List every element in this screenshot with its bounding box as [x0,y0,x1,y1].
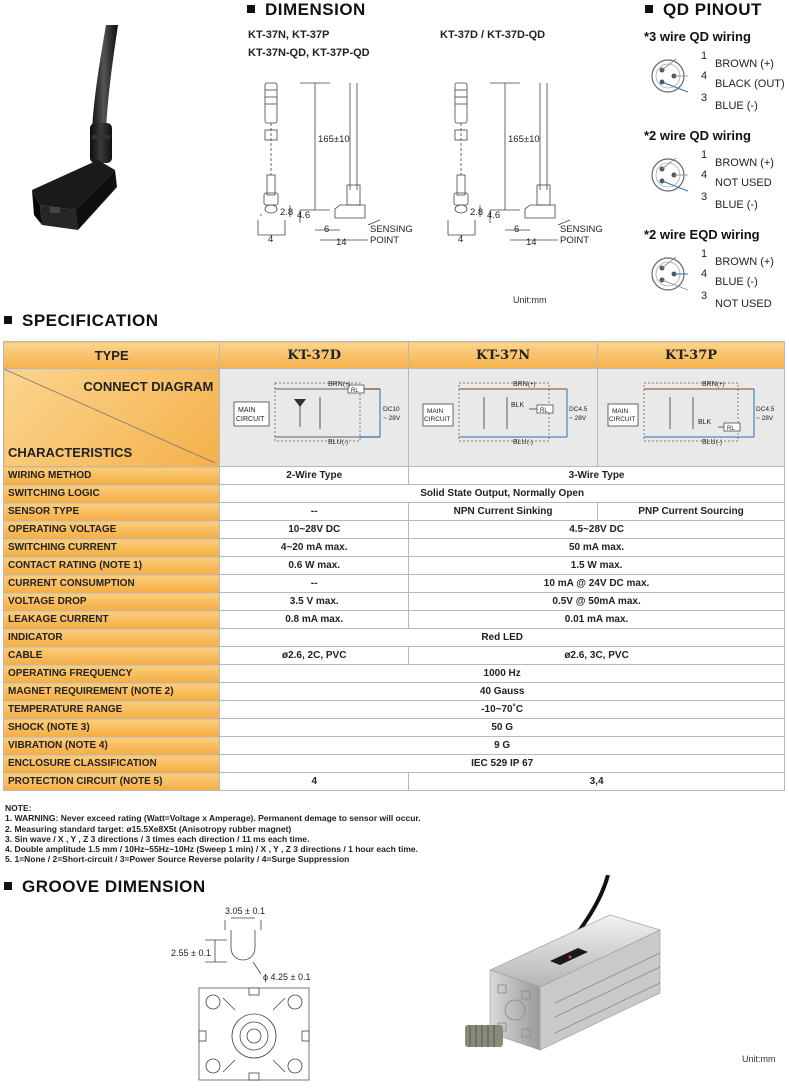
row-vibration [4,737,785,755]
val-switching-logic: Solid State Output, Normally Open [220,485,785,503]
qd-2-pin-2-num: 4 [701,169,708,181]
qd-connector-3 [648,254,688,294]
qd-3-pin-2-label: BLUE (-) [715,276,758,288]
label-shock: SHOCK (NOTE 3) [4,719,220,737]
n-plus: (+) [528,382,536,388]
d-rl: RL [351,388,359,394]
sensing-label-right-1: SENSING [560,224,603,235]
val-sensor-type-p: PNP Current Sourcing [598,503,785,521]
d-minus: (-) [342,440,349,446]
row-cable [4,647,785,665]
sensing-label-left-1: SENSING [370,224,413,235]
row-voltage-drop [4,593,785,611]
sensing-label-left-2: POINT [370,235,400,246]
n-brn: BRN [513,381,528,388]
qd-3-pin-1-num: 1 [701,248,708,260]
dimension-models-left-2: KT-37N-QD, KT-37P-QD [248,47,370,59]
model-header-p: KT-37P [598,342,785,369]
qd-group-1-heading: *3 wire QD wiring [644,29,751,44]
qd-1-pin-3-num: 3 [701,92,708,104]
dim-2-8-right: 2.8 [470,207,484,218]
n-blu: BLU [513,439,527,446]
groove-title [4,877,206,897]
circuit-cell-n [409,369,598,467]
groove-drawing [165,900,345,1085]
dimension-title-text: DIMENSION [265,0,366,19]
dimension-drawing-left [240,75,430,250]
qd-2-pin-1-label: BROWN (+) [715,157,774,169]
connect-diagram-label-cell [4,369,220,467]
val-wiring-np: 3-Wire Type [409,467,785,485]
val-sw-current-d: 4~20 mA max. [220,539,409,557]
qd-2-pin-1-num: 1 [701,149,708,161]
note-5: 5. 1=None / 2=Short-circuit / 3=Power Source Reverse polarity / 4=Surge Suppression [5,854,350,865]
notes-block [5,803,421,865]
qd-group-2 [644,128,789,218]
dim-6-right: 6 [514,224,520,235]
row-frequency [4,665,785,683]
dim-6-left: 6 [324,224,330,235]
val-leakage-d: 0.8 mA max. [220,611,409,629]
model-header-n: KT-37N [409,342,598,369]
spec-header-row [4,342,785,369]
dimension-title [247,0,366,20]
p-main-2: CIRCUIT [609,416,636,423]
circuit-diagram-d [220,369,406,463]
val-consumption-np: 10 mA @ 24V DC max. [409,575,785,593]
spec-title [4,311,159,331]
val-cable-np: ø2.6, 3C, PVC [409,647,785,665]
connect-diagram-row [4,369,785,467]
qd-3-pin-1-label: BROWN (+) [715,256,774,268]
val-enclosure: IEC 529 IP 67 [220,755,785,773]
qd-connector-1 [648,56,688,96]
dim-14-left: 14 [336,237,347,248]
qd-title [645,0,762,20]
groove-photo [460,875,680,1085]
d-main-2: CIRCUIT [236,416,265,423]
val-op-voltage-d: 10~28V DC [220,521,409,539]
label-sw-current: SWITCHING CURRENT [4,539,220,557]
val-indicator: Red LED [220,629,785,647]
qd-1-pin-2-num: 4 [701,70,708,82]
note-2: 2. Measuring standard target: ø15.5Xe8X5t (Anisotropy rubber magnet) [5,823,292,834]
d-main-1: MAIN [238,407,256,414]
n-dc-1: DC4.5 [569,406,588,413]
qd-2-pin-2-label: NOT USED [715,177,772,189]
val-sensor-type-n: NPN Current Sinking [409,503,598,521]
label-consumption: CURRENT CONSUMPTION [4,575,220,593]
groove-unit: Unit:mm [742,1054,776,1064]
qd-2-pin-3-label: BLUE (-) [715,199,758,211]
length-label-left: 165±10 [318,134,350,145]
groove-title-text: GROOVE DIMENSION [22,877,206,896]
spec-title-text: SPECIFICATION [22,311,159,330]
val-cable-d: ø2.6, 2C, PVC [220,647,409,665]
groove-diameter-label: ϕ 4.25 ± 0.1 [263,972,311,982]
dim-4-6-right: 4.6 [487,210,501,221]
row-wiring [4,467,785,485]
label-contact: CONTACT RATING (NOTE 1) [4,557,220,575]
p-main-1: MAIN [612,408,629,415]
model-header-d: KT-37D [220,342,409,369]
qd-1-pin-2-label: BLACK (OUT) [715,78,785,90]
row-temperature [4,701,785,719]
val-frequency: 1000 Hz [220,665,785,683]
note-3: 3. Sin wave / X , Y , Z 3 directions / 3 times each direction / 11 ms each time. [5,833,310,844]
row-switching-logic [4,485,785,503]
qd-group-3-heading: *2 wire EQD wiring [644,227,760,242]
connect-diagram-label: CONNECT DIAGRAM [83,379,214,394]
qd-3-pin-3-num: 3 [701,290,708,302]
p-blu: BLU [702,439,716,446]
dim-4-6-left: 4.6 [297,210,311,221]
p-dc-1: DC4.5 [756,406,775,413]
label-leakage: LEAKAGE CURRENT [4,611,220,629]
circuit-diagram-p [598,369,784,463]
d-dc-2: ~ 28V [383,415,401,422]
spec-table [3,341,785,791]
val-consumption-d: -- [220,575,409,593]
qd-group-1 [644,29,789,119]
n-blk: BLK [511,402,525,409]
p-minus: (-) [716,440,722,446]
val-protection-np: 3,4 [409,773,785,791]
dim-4-left: 4 [268,234,274,245]
val-wiring-d: 2-Wire Type [220,467,409,485]
d-dc-1: DC10 [383,406,400,413]
val-temperature: -10~70˚C [220,701,785,719]
qd-group-2-heading: *2 wire QD wiring [644,128,751,143]
label-protection: PROTECTION CIRCUIT (NOTE 5) [4,773,220,791]
notes-title: NOTE: [5,803,32,813]
n-minus: (-) [527,440,534,446]
qd-2-pin-3-num: 3 [701,191,708,203]
dimension-models-left-1: KT-37N, KT-37P [248,29,330,41]
note-1: 1. WARNING: Never exceed rating (Watt=Voltage x Amperage). Permanent demage to sensor will occur. [5,813,421,824]
groove-width-label: 3.05 ± 0.1 [225,906,265,916]
sensing-label-right-2: POINT [560,235,590,246]
p-brn: BRN [702,381,717,388]
n-main-1: MAIN [427,408,444,415]
val-voltage-drop-d: 3.5 V max. [220,593,409,611]
d-plus: (+) [343,382,351,388]
n-dc-2: ~ 28V [569,415,587,422]
label-frequency: OPERATING FREQUENCY [4,665,220,683]
n-main-2: CIRCUIT [424,416,451,423]
dim-2-8-left: 2.8 [280,207,294,218]
qd-group-3 [644,227,789,317]
d-brn: BRN [328,381,344,388]
row-contact [4,557,785,575]
row-sensor-type [4,503,785,521]
val-magnet: 40 Gauss [220,683,785,701]
length-label-right: 165±10 [508,134,540,145]
label-sensor-type: SENSOR TYPE [4,503,220,521]
n-rl: RL [540,408,548,414]
row-indicator [4,629,785,647]
val-sensor-type-d: -- [220,503,409,521]
label-switching-logic: SWITCHING LOGIC [4,485,220,503]
d-blu: BLU [328,439,342,446]
row-protection [4,773,785,791]
label-enclosure: ENCLOSURE CLASSIFICATION [4,755,220,773]
dim-4-right: 4 [458,234,464,245]
groove-depth-label: 2.55 ± 0.1 [171,948,211,958]
dim-14-right: 14 [526,237,537,248]
row-sw-current [4,539,785,557]
dimension-models-right: KT-37D / KT-37D-QD [440,29,546,41]
label-vibration: VIBRATION (NOTE 4) [4,737,220,755]
p-plus: (+) [717,382,725,388]
label-cable: CABLE [4,647,220,665]
type-header: TYPE [4,342,220,369]
note-4: 4. Double amplitude 1.5 mm / 10Hz~55Hz~10Hz (Sweep 1 min) / X , Y , Z 3 directions / 1 hour each time. [5,844,419,855]
label-wiring: WIRING METHOD [4,467,220,485]
row-enclosure [4,755,785,773]
qd-title-text: QD PINOUT [663,0,762,19]
label-voltage-drop: VOLTAGE DROP [4,593,220,611]
row-leakage [4,611,785,629]
dimension-drawing-right [430,75,620,250]
row-op-voltage [4,521,785,539]
row-shock [4,719,785,737]
val-vibration: 9 G [220,737,785,755]
label-magnet: MAGNET REQUIREMENT (NOTE 2) [4,683,220,701]
p-rl: RL [727,426,735,432]
row-consumption [4,575,785,593]
label-op-voltage: OPERATING VOLTAGE [4,521,220,539]
qd-3-pin-2-num: 4 [701,268,708,280]
dimension-unit: Unit:mm [513,295,547,305]
p-blk: BLK [698,419,712,426]
val-voltage-drop-np: 0.5V @ 50mA max. [409,593,785,611]
val-shock: 50 G [220,719,785,737]
val-sw-current-np: 50 mA max. [409,539,785,557]
val-leakage-np: 0.01 mA max. [409,611,785,629]
val-contact-np: 1.5 W max. [409,557,785,575]
p-dc-2: ~ 28V [756,415,774,422]
label-temperature: TEMPERATURE RANGE [4,701,220,719]
qd-connector-2 [648,155,688,195]
label-indicator: INDICATOR [4,629,220,647]
val-protection-d: 4 [220,773,409,791]
qd-1-pin-1-num: 1 [701,50,708,62]
characteristics-label: CHARACTERISTICS [8,445,133,460]
val-op-voltage-np: 4.5~28V DC [409,521,785,539]
row-magnet [4,683,785,701]
val-contact-d: 0.6 W max. [220,557,409,575]
circuit-cell-d [220,369,409,467]
circuit-cell-p [598,369,785,467]
qd-3-pin-3-label: NOT USED [715,298,772,310]
sensor-photo [20,25,160,250]
circuit-diagram-n [409,369,595,463]
qd-1-pin-3-label: BLUE (-) [715,100,758,112]
qd-1-pin-1-label: BROWN (+) [715,58,774,70]
